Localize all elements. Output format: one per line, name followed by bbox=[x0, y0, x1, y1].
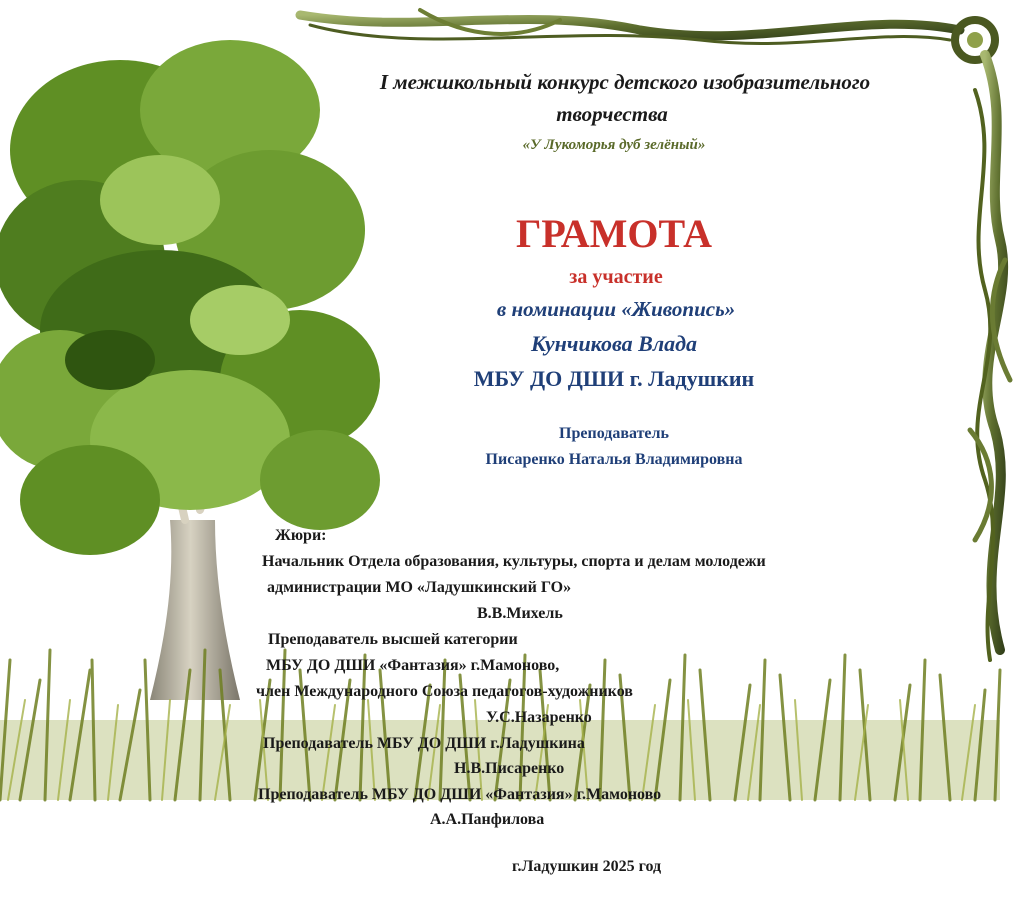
nomination-text: в номинации «Живопись» bbox=[496, 297, 736, 321]
contest-title-line2: творчества bbox=[556, 102, 668, 126]
jury-label: Жюри: bbox=[275, 527, 327, 544]
participation-text: за участие bbox=[569, 266, 663, 288]
jury-line: администрации МО «Ладушкинский ГО» bbox=[267, 579, 572, 596]
contest-title-line1: I межшкольный конкурс детского изобразительного bbox=[379, 70, 871, 94]
teacher-label: Преподаватель bbox=[559, 425, 669, 442]
contest-subtitle: «У Лукоморья дуб зелёный» bbox=[522, 137, 706, 153]
participant-name: Кунчикова Влада bbox=[530, 331, 698, 356]
jury-line: Преподаватель высшей категории bbox=[268, 631, 518, 648]
jury-member-name: А.А.Панфилова bbox=[430, 811, 545, 828]
school-name: МБУ ДО ДШИ г. Ладушкин bbox=[473, 366, 755, 391]
jury-member-name: У.С.Назаренко bbox=[486, 709, 592, 726]
jury-member-name: В.В.Михель bbox=[477, 605, 563, 622]
jury-line: Преподаватель МБУ ДО ДШИ «Фантазия» г.Мамоново bbox=[258, 786, 662, 803]
teacher-name: Писаренко Наталья Владимировна bbox=[485, 451, 743, 468]
jury-member-name: Н.В.Писаренко bbox=[454, 760, 565, 777]
jury-line: МБУ ДО ДШИ «Фантазия» г.Мамоново, bbox=[266, 657, 560, 674]
jury-line: член Международного Союза педагогов-художников bbox=[256, 683, 633, 700]
jury-line: Преподаватель МБУ ДО ДШИ г.Ладушкина bbox=[263, 735, 585, 752]
oak-tree bbox=[0, 40, 380, 700]
certificate-title: ГРАМОТА bbox=[515, 211, 713, 256]
jury-line: Начальник Отдела образования, культуры, спорта и делам молодежи bbox=[262, 553, 766, 570]
place-and-year: г.Ладушкин 2025 год bbox=[512, 858, 662, 875]
